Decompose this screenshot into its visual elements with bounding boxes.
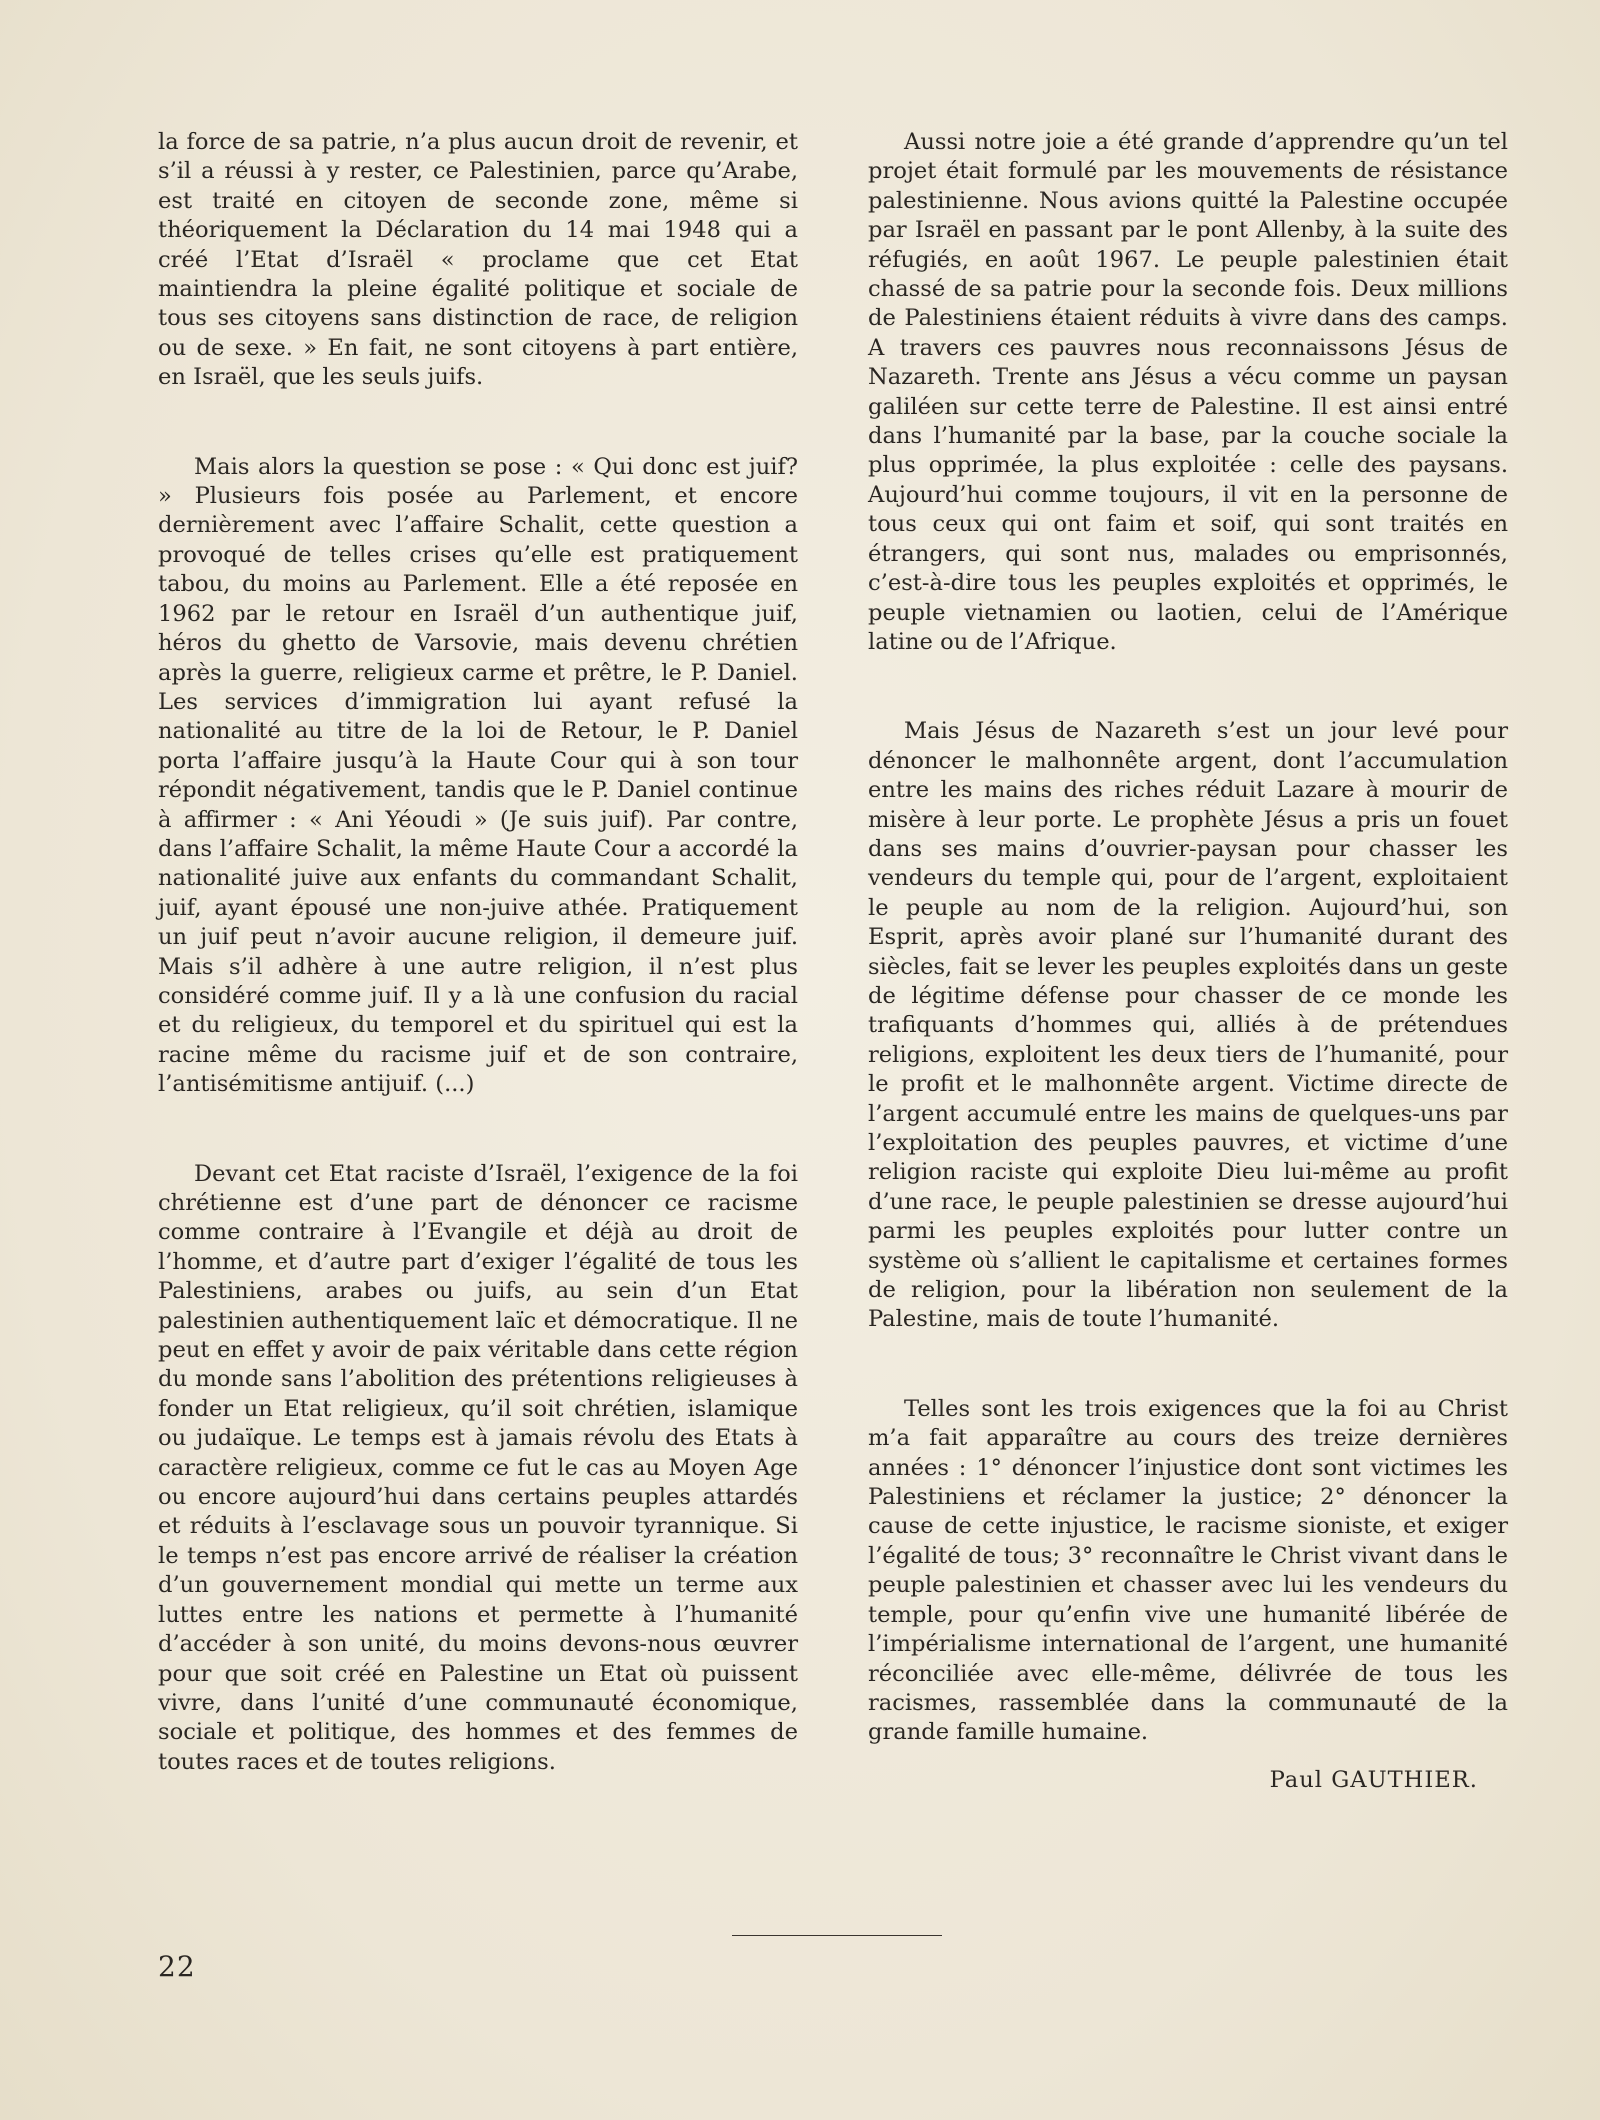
- paragraph-gap: [158, 393, 798, 453]
- paragraph-gap: [868, 657, 1508, 717]
- paragraph: Devant cet Etat raciste d’Israël, l’exigence de la foi chrétienne est d’une part de dénoncer ce racisme comme contraire à l’Evangile et déjà au droit de l’homme, et d’autre part d’exiger l’égalité de tous les Palestiniens, arabes ou juifs, au sein d’un Etat palestinien authentiquement laïc et démocratique. Il ne peut en effet y avoir de paix véritable dans cette région du monde sans l’abolition des prétentions religieuses à fonder un Etat religieux, qu’il soit chrétien, islamique ou judaïque. Le temps est à jamais révolu des Etats à caractère religieux, comme ce fut le cas au Moyen Age ou encore aujourd’hui dans certains peuples attardés et réduits à l’esclavage sous un pouvoir tyrannique. Si le temps n’est pas encore arrivé de réaliser la création d’un gouvernement mondial qui mette un terme aux luttes entre les nations et permette à l’humanité d’accéder à son unité, du moins devons-nous œuvrer pour que soit créé en Palestine un Etat où puissent vivre, dans l’unité d’une communauté économique, sociale et politique, des hommes et des femmes de toutes races et de toutes religions.: [158, 1160, 798, 1775]
- author-first-name: Paul: [1269, 1766, 1324, 1793]
- author-signature: [868, 1766, 1508, 1795]
- end-rule: [732, 1935, 942, 1936]
- paragraph: la force de sa patrie, n’a plus aucun droit de revenir, et s’il a réussi à y rester, ce Palestinien, parce qu’Arabe, est traité en citoyen de seconde zone, même si théoriquement la Déclaration du 14 mai 1948 qui a créé l’Etat d’Israël « proclame que cet Etat maintiendra la pleine égalité politique et sociale de tous ses citoyens sans distinction de race, de religion ou de sexe. » En fait, ne sont citoyens à part entière, en Israël, que les seuls juifs.: [158, 129, 798, 391]
- paragraph-gap: [158, 1100, 798, 1160]
- author-last-name: GAUTHIER.: [1331, 1766, 1478, 1793]
- right-column: [868, 128, 1508, 1795]
- paragraph: Mais Jésus de Nazareth s’est un jour levé pour dénoncer le malhonnête argent, dont l’accumulation entre les mains des riches réduit Lazare à mourir de misère à leur porte. Le prophète Jésus a pris un fouet dans ses mains d’ouvrier-paysan pour chasser les vendeurs du temple qui, pour de l’argent, exploitaient le peuple au nom de la religion. Aujourd’hui, son Esprit, après avoir plané sur l’humanité durant des siècles, fait se lever les peuples exploités dans un geste de légitime défense pour chasser de ce monde les trafiquants d’hommes qui, alliés à de prétendues religions, exploitent les deux tiers de l’humanité, pour le profit et le malhonnête argent. Victime directe de l’argent accumulé entre les mains de quelques-uns par l’exploitation des peuples pauvres, et victime d’une religion raciste qui exploite Dieu lui-même au profit d’une race, le peuple palestinien se dresse aujourd’hui parmi les peuples exploités pour lutter contre un système où s’allient le capitalisme et certaines formes de religion, pour la libération non seulement de la Palestine, mais de toute l’humanité.: [868, 718, 1508, 1333]
- page-number: 22: [158, 1950, 196, 1983]
- paragraph: Telles sont les trois exigences que la foi au Christ m’a fait apparaître au cours des treize dernières années : 1° dénoncer l’injustice dont sont victimes les Palestiniens et réclamer la justice; 2° dénoncer la cause de cette injustice, le racisme sioniste, et exiger l’égalité de tous; 3° reconnaître le Christ vivant dans le peuple palestinien et chasser avec lui les vendeurs du temple, pour qu’enfin vive une humanité libérée de l’impérialisme international de l’argent, une humanité réconciliée avec elle-même, délivrée de tous les racismes, rassemblée dans la communauté de la grande famille humaine.: [868, 1395, 1508, 1746]
- paragraph-gap: [868, 1335, 1508, 1395]
- paragraph: Mais alors la question se pose : « Qui donc est juif? » Plusieurs fois posée au Parlement, et encore dernièrement avec l’affaire Schalit, cette question a provoqué de telles crises qu’elle est pratiquement tabou, du moins au Parlement. Elle a été reposée en 1962 par le retour en Israël d’un authentique juif, héros du ghetto de Varsovie, mais devenu chrétien après la guerre, religieux carme et prêtre, le P. Daniel. Les services d’immigration lui ayant refusé la nationalité au titre de la loi de Retour, le P. Daniel porta l’affaire jusqu’à la Haute Cour qui à son tour répondit négativement, tandis que le P. Daniel continue à affirmer : « Ani Yéoudi » (Je suis juif). Par contre, dans l’affaire Schalit, la même Haute Cour a accordé la nationalité juive aux enfants du commandant Schalit, juif, ayant épousé une non-juive athée. Pratiquement un juif peut n’avoir aucune religion, il demeure juif. Mais s’il adhère à une autre religion, il n’est plus considéré comme juif. Il y a là une confusion du racial et du religieux, du temporel et du spirituel qui est la racine même du racisme juif et de son contraire, l’antisémitisme antijuif. (...): [158, 453, 798, 1098]
- paragraph: Aussi notre joie a été grande d’apprendre qu’un tel projet était formulé par les mouvements de résistance palestinienne. Nous avions quitté la Palestine occupée par Israël en passant par le pont Allenby, à la suite des réfugiés, en août 1967. Le peuple palestinien était chassé de sa patrie pour la seconde fois. Deux millions de Palestiniens étaient réduits à vivre dans des camps. A travers ces pauvres nous reconnaissons Jésus de Nazareth. Trente ans Jésus a vécu comme un paysan galiléen sur cette terre de Palestine. Il est ainsi entré dans l’humanité par la base, par la couche sociale la plus opprimée, la plus exploitée : celle des paysans. Aujourd’hui comme toujours, il vit en la personne de tous ceux qui ont faim et soif, qui sont traités en étrangers, qui sont nus, malades ou emprisonnés, c’est-à-dire tous les peuples exploités et opprimés, le peuple vietnamien ou laotien, celui de l’Amérique latine ou de l’Afrique.: [868, 129, 1508, 655]
- left-column: [158, 128, 798, 1777]
